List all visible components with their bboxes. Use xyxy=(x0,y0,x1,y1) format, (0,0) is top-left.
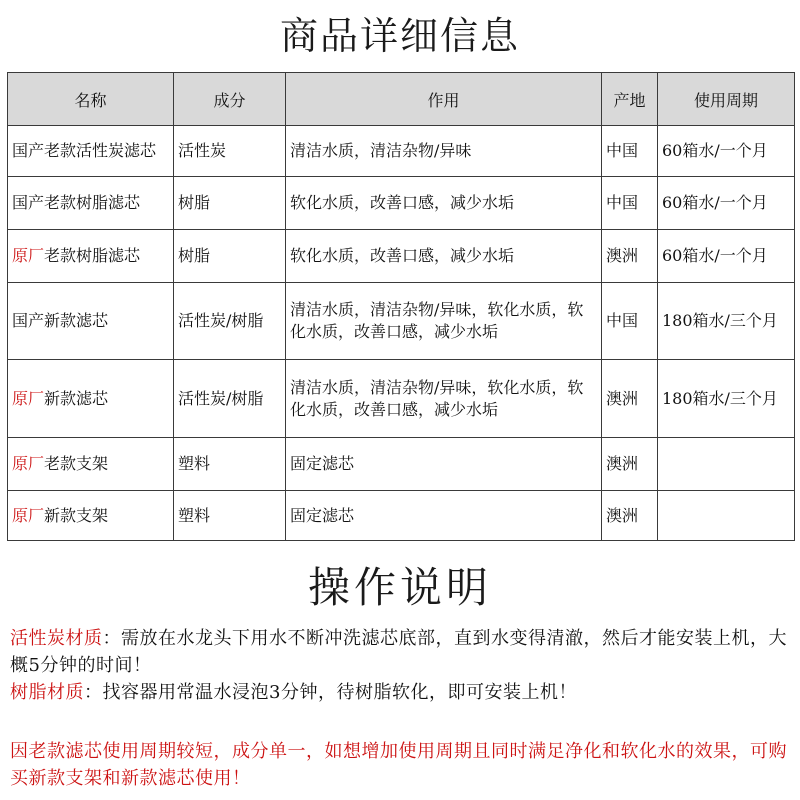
cell-effect: 清洁水质，清洁杂物/异味 xyxy=(286,126,602,177)
name-prefix: 原厂 xyxy=(12,505,45,525)
cell-name xyxy=(8,283,174,360)
table-row xyxy=(8,360,795,438)
table-row xyxy=(8,126,795,177)
cell-component: 塑料 xyxy=(174,491,286,541)
cell-origin: 中国 xyxy=(602,126,658,177)
instructions-body xyxy=(10,625,795,706)
name-text: 老款树脂滤芯 xyxy=(44,246,141,265)
page-title: 商品详细信息 xyxy=(279,14,520,58)
table-row xyxy=(8,438,795,491)
resin-text: ：找容器用常温水浸泡3分钟，待树脂软化，即可安装上机！ xyxy=(84,682,577,703)
name-text: 老款支架 xyxy=(44,454,109,473)
cell-cycle: 60箱水/一个月 xyxy=(658,230,795,283)
cell-component: 活性炭/树脂 xyxy=(174,283,286,360)
cell-cycle: 180箱水/三个月 xyxy=(658,360,795,438)
cell-component: 塑料 xyxy=(174,438,286,491)
cell-origin: 澳洲 xyxy=(602,230,658,283)
carbon-text: ：需放在水龙头下用水不断冲洗滤芯底部，直到水变得清澈，然后才能安装上机，大概5分钟的时间！ xyxy=(10,628,787,676)
carbon-instruction xyxy=(10,625,795,679)
cell-origin: 澳洲 xyxy=(602,491,658,541)
header-component: 成分 xyxy=(174,73,286,126)
cell-cycle: 60箱水/一个月 xyxy=(658,126,795,177)
header-effect: 作用 xyxy=(286,73,602,126)
table-header-row xyxy=(8,73,795,126)
upgrade-note: 因老款滤芯使用周期较短，成分单一，如想增加使用周期且同时满足净化和软化水的效果，可购买新款支架和新款滤芯使用！ xyxy=(10,741,787,789)
table-row xyxy=(8,230,795,283)
name-text: 国产新款滤芯 xyxy=(12,311,109,330)
name-text: 新款支架 xyxy=(44,505,109,525)
cell-effect: 软化水质，改善口感，减少水垢 xyxy=(286,230,602,283)
cell-component: 活性炭 xyxy=(174,126,286,177)
cell-effect: 清洁水质，清洁杂物/异味，软化水质，软化水质，改善口感，减少水垢 xyxy=(286,360,602,438)
name-prefix: 原厂 xyxy=(12,246,45,265)
cell-effect: 固定滤芯 xyxy=(286,491,602,541)
cell-origin: 澳洲 xyxy=(602,360,658,438)
name-text: 国产老款树脂滤芯 xyxy=(12,193,141,212)
header-name: 名称 xyxy=(8,73,174,126)
cell-effect: 固定滤芯 xyxy=(286,438,602,491)
cell-component: 树脂 xyxy=(174,177,286,230)
cell-name xyxy=(8,360,174,438)
cell-name xyxy=(8,491,174,541)
name-prefix: 原厂 xyxy=(12,388,45,408)
table-row xyxy=(8,283,795,360)
cell-origin: 中国 xyxy=(602,283,658,360)
header-cycle: 使用周期 xyxy=(658,73,795,126)
cell-cycle xyxy=(658,491,795,541)
carbon-label: 活性炭材质 xyxy=(10,628,103,649)
name-prefix: 原厂 xyxy=(12,454,45,473)
cell-cycle: 180箱水/三个月 xyxy=(658,283,795,360)
cell-component: 活性炭/树脂 xyxy=(174,360,286,438)
table-row xyxy=(8,177,795,230)
cell-name xyxy=(8,177,174,230)
cell-cycle xyxy=(658,438,795,491)
cell-cycle: 60箱水/一个月 xyxy=(658,177,795,230)
header-origin: 产地 xyxy=(602,73,658,126)
cell-origin: 澳洲 xyxy=(602,438,658,491)
table-row xyxy=(8,491,795,541)
cell-effect: 软化水质，改善口感，减少水垢 xyxy=(286,177,602,230)
cell-name xyxy=(8,438,174,491)
cell-name xyxy=(8,126,174,177)
cell-name xyxy=(8,230,174,283)
cell-effect: 清洁水质，清洁杂物/异味，软化水质，软化水质，改善口感，减少水垢 xyxy=(286,283,602,360)
resin-instruction xyxy=(10,679,795,706)
resin-label: 树脂材质 xyxy=(10,682,84,703)
cell-origin: 中国 xyxy=(602,177,658,230)
product-spec-table xyxy=(7,72,795,541)
cell-component: 树脂 xyxy=(174,230,286,283)
instructions-title: 操作说明 xyxy=(307,563,492,612)
name-text: 新款滤芯 xyxy=(44,388,109,408)
name-text: 国产老款活性炭滤芯 xyxy=(12,141,157,160)
